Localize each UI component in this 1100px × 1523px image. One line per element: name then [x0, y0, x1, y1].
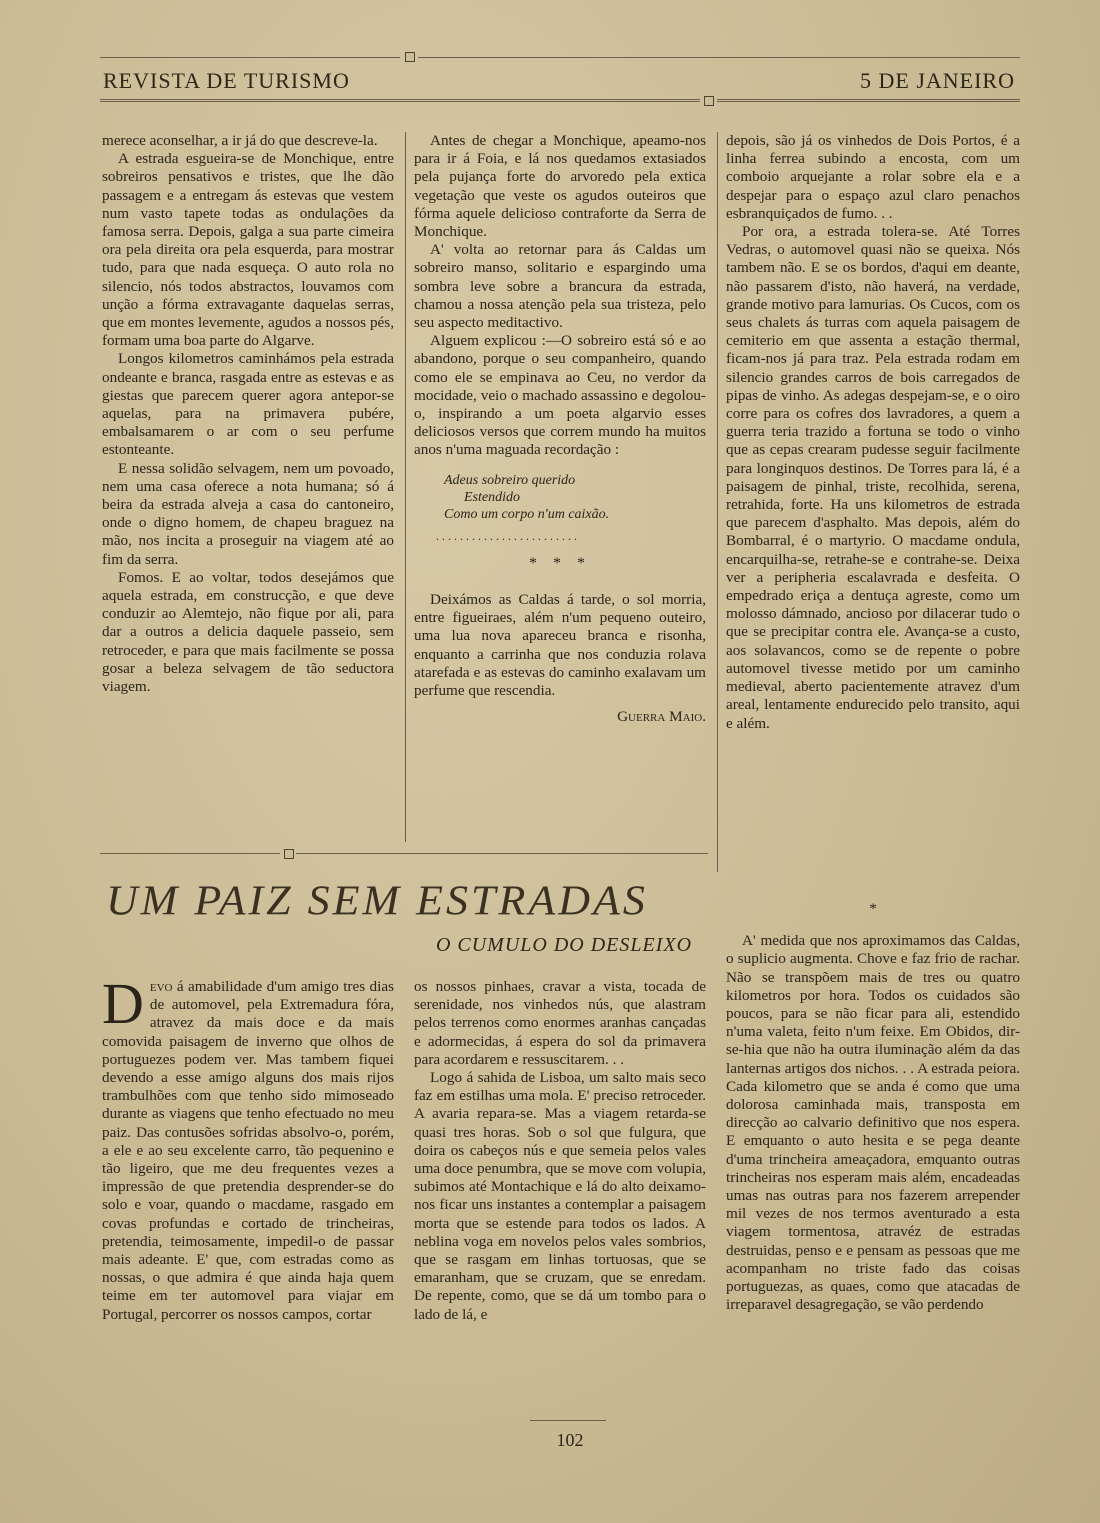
poem-line: Adeus sobreiro querido — [444, 472, 576, 488]
section-rule-right — [296, 853, 708, 854]
section-rule-left — [100, 853, 280, 854]
article-subheadline: O CUMULO DO DESLEIXO — [435, 934, 693, 956]
bottom-column-1 — [102, 971, 394, 1324]
page-number: 102 — [556, 1430, 584, 1450]
author-signature: Guerra Maio. — [617, 708, 706, 726]
paragraph: A' medida que nos aproximamos das Caldas, o suplicio augmenta. Chove e faz frio de rachar. Não se transpõem mais de tres ou quatro kilometros por hora. Todos os cuidados são poucos, para se não ficar para ali, estendido n'uma valeta, feito n'um feixe. Em Obidos, dir-se-hia que não ha outra iluminação além da das lanternas artigos dos nichos. . . A estrada peiora. Cada kilometro que se anda é como que uma dolorosa caminhada mais, transposta em direcção ao calvario definitivo que nos espera. E emquanto o auto hesita e se pega deante d'uma trincheira ameaçadora, emquanto outras trincheiras nos esperam mais além, encadeadas umas nas outras para nos fazerem arrepender mil vezes de nos termos aventurado a esta viagem tormentosa, atravéz de estradas destruidas, penso e e pensam as pessoas que me acompanham no triste fado das coisas portuguezas, as quaes, como que atacadas de irreparavel desagregação, se vão perdendo — [726, 932, 1020, 1314]
journal-title: REVISTA DE TURISMO — [103, 68, 350, 93]
paragraph: Alguem explicou :—O sobreiro está só e ao abandono, porque o seu companheiro, quando como ele se empinava ao Ceu, no verdor da mocidade, veio o machado assassino e degolou-o, inspirando a um poeta algarvio esses deliciosos versos que correm mundo ha muitos anos n'uma maguada recordação : — [414, 332, 706, 459]
ellipsis-line: ........................ — [436, 528, 580, 543]
paragraph: E nessa solidão selvagem, nem um povoado, nem uma casa oferece a nota humana; só á beira da estrada alveja a casa do cantoneiro, onde o digno homem, de chapeu braguez na mão, nos incita a proseguir na viagem até ao fim da serra. — [102, 459, 394, 568]
top-column-3 — [726, 132, 1020, 733]
top-column-1 — [102, 132, 394, 696]
ornament-top — [405, 52, 415, 62]
paragraph: A estrada esgueira-se de Monchique, entre sobreiros pensativos e tristes, que lhe dão passagem e a entregam ás estevas que vestem num vasto tapete todas as ondulações da famosa serra. Depois, galga a sua parte cimeira ora pela direita ora pela esquerda, para mostrar tudo, para que nada esqueça. O auto rola no silencio, nós todos abstractos, louvamos com unção a fórma extravagante daquelas serras, que em montes levemente, agudos a nossos pés, formam uma boa parte do Algarve. — [102, 150, 394, 350]
paragraph-text: á amabilidade d'um amigo tres dias de automovel, pela Extremadura fóra, atravez da mais doce e da mais comovida paisagem de inverno que olhos de portuguezes podem ver. Mas tambem fiquei devendo a esse amigo alguns dos mais rijos trambulhões com que tenho sido mimoseado durante as viagens que tenho efectuado no meu paiz. Das contusões sofridas absolvo-o, porém, a ele e ao seu excelente carro, tão pequenino e tão ligeiro, que me deu frequentes vezes a impressão de que pretendia desprender-se do solo e voar, quando o macdame, rasgado em covas profundas e cortado de trincheiras, pretendia, teimosamente, impedil-o de passar mais adeante. E' que, com estradas como as nossas, o que admira é que ainda haja quem teime em ter automovel para viajar em Portugal, percorrer os nossos campos, cortar — [102, 978, 394, 1323]
ornament-section — [284, 849, 294, 859]
paragraph: Fomos. E ao voltar, todos desejámos que aquela estrada, em construcção, e que deve conduzir ao Alemtejo, não fique por ali, para dar a outros a delicia daquele passeio, sem retroceder, e para que mais facilmente se possa gosar a beleza selvagem de tão seductora viagem. — [102, 568, 394, 696]
asterism: * * * — [529, 554, 591, 572]
article-headline: UM PAIZ SEM ESTRADAS — [106, 877, 648, 924]
paragraph: Antes de chegar a Monchique, apeamo-nos para ir á Foia, e lá nos quedamos extasiados pela pujança forte do arvoredo pela extica vegetação que veste os agudos outeiros que fórma aquele delicioso contraforte da Serra de Monchique. — [414, 132, 706, 241]
footer-rule — [530, 1420, 606, 1421]
header-rule-bottom-right — [717, 99, 1020, 102]
paragraph: merece aconselhar, a ir já do que descreve-la. — [102, 132, 378, 149]
poem — [444, 472, 706, 523]
ornament-header — [704, 96, 714, 106]
issue-date: 5 DE JANEIRO — [860, 68, 1015, 93]
paragraph: depois, são já os vinhedos de Dois Portos, é a linha ferrea subindo a encosta, com um comboio arquejante a rolar sobre ela e a despejar para o espaço azul claro penachos esbranquiçados de fumo. . . — [726, 132, 1020, 222]
poem-line: Como um corpo n'um caixão. — [444, 506, 610, 522]
asterism: * — [869, 900, 877, 917]
header-rule-bottom-left — [100, 99, 700, 102]
paragraph: Deixámos as Caldas á tarde, o sol morria, entre figueiraes, além n'um pequeno outeiro, uma lua nova apareceu branca e risonha, enquanto a carrinha que nos conduzia rolava atarefada e as estevas do caminho exalavam um perfume que rescendia. — [414, 591, 706, 700]
column-divider — [405, 132, 406, 842]
top-column-2 — [414, 132, 706, 726]
column-divider — [717, 132, 718, 872]
paragraph: os nossos pinhaes, cravar a vista, tocada de serenidade, nos vinhedos nús, que alastram pelos terrenos como enormes aranhas cançadas e adormecidas, á espera do sol da primavera para acordarem e ressuscitarem. . . — [414, 978, 706, 1068]
bottom-column-2 — [414, 978, 706, 1324]
paragraph: Por ora, a estrada tolera-se. Até Torres Vedras, o automovel quasi não se queixa. Nós tambem não. E se os bordos, d'aqui em deante, não passarem d'isto, não haverá, na verdade, grande motivo para lamurias. Os Cucos, com os seus chalets ás turras com aquela paisagem de cemiterio em que assenta a estação thermal, ficam-nos já para traz. Pela estrada rodam em silencio grandes carros de bois carregados de pipas de vinho. As adegas despejam-se, e o oiro corre para os cofres dos lavradores, a quem a guerra teria trazido a fortuna se todo o vinho que as cepas crearam pudesse seguir facilmente para longinquos destinos. De Torres para lá, é a paisagem de pinhal, triste, recolhida, serena, retrahida, forte. Ha uns kilometros de estrada que parecem d'asphalto. Mas depois, além do Bombarral, é o martyrio. O macdame ondula, encarquilha-se, retrahe-se e contrahe-se. Deixa ver a peripheria escalavrada e desfeita. O empedrado eriça a dentuça agreste, como um molosso dámnado, ancioso por dilacerar tudo o que se precipitar contra ele. Avança-se a custo, aos solavancos, como se de repente o pobre automovel tivesse metido por um caminho medieval, aberto pacientemente atravez d'um areal, lentamente endurecido pelo transito, aqui e além. — [726, 223, 1020, 732]
header-rule-top-left — [100, 57, 400, 58]
paragraph — [102, 971, 394, 1324]
bottom-column-3 — [726, 900, 1020, 1314]
header-rule-top-right — [418, 57, 1020, 58]
drop-cap: D — [102, 971, 144, 1036]
lead-word: evo — [149, 978, 173, 995]
paragraph: Longos kilometros caminhámos pela estrada ondeante e branca, rasgada entre as estevas e as giestas que parecem querer agora antepor-se aquelas, para na primavera pubére, embalsamarem o ar com o seu perfume estonteante. — [102, 350, 394, 459]
paragraph: A' volta ao retornar para ás Caldas um sobreiro manso, solitario e espargindo uma sombra leve sobre a brancura da estrada, chamou a nossa atenção pela sua tristeza, pelo seu aspecto meditactivo. — [414, 241, 706, 332]
paragraph: Logo á sahida de Lisboa, um salto mais seco faz em estilhas uma mola. E' preciso retroceder. A avaria repara-se. Mas a viagem retarda-se quasi tres horas. Sob o sol que fulgura, que doira os cabeços nús e que semeia pelos vales uma doce penumbra, que se move com volupia, subimos até Montachique e lá do alto deixamo-nos ficar uns instantes a contemplar a paisagem morta que se estende para todos os lados. A neblina voga em novelos pelos vales sombrios, que se rasgam em linhas tortuosas, que se emaranham, que se cruzam, que se enredam. De repente, como, que se dá um tombo para o lado de lá, e — [414, 1069, 706, 1323]
poem-line: Estendido — [464, 489, 520, 505]
